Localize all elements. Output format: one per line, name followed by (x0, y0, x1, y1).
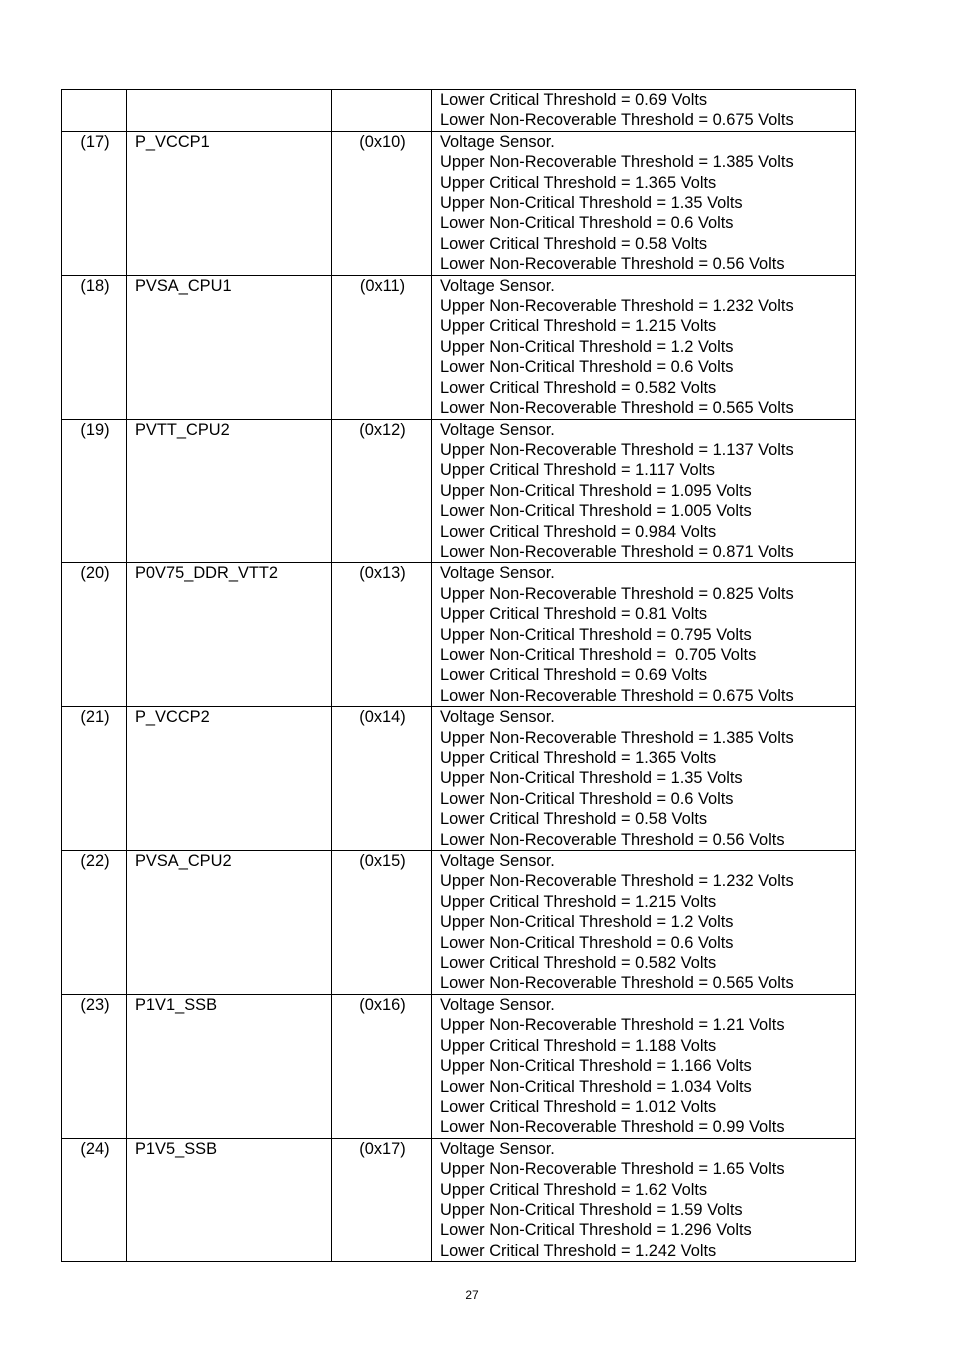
description-line: Lower Non-Recoverable Threshold = 0.56 Volts (440, 255, 785, 274)
description-line: Upper Non-Recoverable Threshold = 1.385 Volts (440, 728, 794, 747)
description-line: Lower Critical Threshold = 1.242 Volts (440, 1241, 717, 1260)
description-line: Lower Non-Critical Threshold = 0.6 Volts (440, 933, 734, 952)
sensor-description (432, 131, 856, 275)
sensor-name: PVTT_CPU2 (127, 419, 332, 563)
table-row (62, 994, 856, 1138)
description-line: Lower Critical Threshold = 0.58 Volts (440, 810, 708, 829)
table-row (62, 851, 856, 995)
sensor-name: P0V75_DDR_VTT2 (127, 563, 332, 707)
sensor-number: (24) (62, 1138, 127, 1261)
sensor-number: (23) (62, 994, 127, 1138)
sensor-number: (21) (62, 707, 127, 851)
description-line: Voltage Sensor. (440, 1139, 555, 1158)
description-line: Lower Non-Recoverable Threshold = 0.56 Volts (440, 830, 785, 849)
sensor-name: P_VCCP1 (127, 131, 332, 275)
description-line: Lower Non-Recoverable Threshold = 0.565 Volts (440, 399, 794, 418)
description-line: Lower Critical Threshold = 1.012 Volts (440, 1097, 717, 1116)
sensor-description (432, 275, 856, 419)
description-line: Upper Non-Critical Threshold = 1.166 Volts (440, 1057, 752, 1076)
sensor-table-body (62, 90, 856, 1262)
description-line: Upper Non-Recoverable Threshold = 1.232 Volts (440, 872, 794, 891)
description-line: Upper Non-Critical Threshold = 1.35 Volts (440, 769, 743, 788)
description-line: Upper Non-Critical Threshold = 0.795 Volts (440, 625, 752, 644)
sensor-number: (20) (62, 563, 127, 707)
sensor-description (432, 90, 856, 132)
description-line: Voltage Sensor. (440, 852, 555, 871)
description-line: Upper Non-Recoverable Threshold = 0.825 Volts (440, 584, 794, 603)
description-line: Upper Non-Critical Threshold = 1.2 Volts (440, 337, 734, 356)
description-line: Lower Non-Critical Threshold = 0.6 Volts (440, 789, 734, 808)
description-line: Upper Non-Recoverable Threshold = 1.137 Volts (440, 440, 794, 459)
description-line: Upper Critical Threshold = 1.188 Volts (440, 1036, 717, 1055)
sensor-name (127, 90, 332, 132)
sensor-id-hex: (0x17) (332, 1138, 432, 1261)
description-line: Lower Critical Threshold = 0.69 Volts (440, 666, 708, 685)
description-line: Lower Non-Critical Threshold = 1.296 Volts (440, 1221, 752, 1240)
description-line: Upper Non-Recoverable Threshold = 1.21 Volts (440, 1016, 785, 1035)
description-line: Upper Non-Critical Threshold = 1.35 Volts (440, 194, 743, 213)
description-line: Lower Non-Critical Threshold = 0.6 Volts (440, 214, 734, 233)
sensor-id-hex: (0x11) (332, 275, 432, 419)
description-line: Upper Critical Threshold = 1.117 Volts (440, 461, 715, 480)
description-line: Upper Critical Threshold = 1.365 Volts (440, 749, 717, 767)
sensor-id-hex: (0x13) (332, 563, 432, 707)
sensor-name: P1V1_SSB (127, 994, 332, 1138)
sensor-id-hex: (0x16) (332, 994, 432, 1138)
sensor-id-hex: (0x15) (332, 851, 432, 995)
sensor-name: PVSA_CPU2 (127, 851, 332, 995)
sensor-number: (22) (62, 851, 127, 995)
table-row (62, 419, 856, 563)
sensor-name: P1V5_SSB (127, 1138, 332, 1261)
sensor-description (432, 707, 856, 851)
description-line: Lower Critical Threshold = 0.69 Volts (440, 91, 708, 109)
page-number: 27 (465, 1288, 479, 1302)
description-line: Voltage Sensor. (440, 276, 555, 295)
description-line: Upper Critical Threshold = 1.62 Volts (440, 1180, 708, 1199)
table-row (62, 90, 856, 132)
description-line: Upper Non-Critical Threshold = 1.59 Volts (440, 1200, 743, 1219)
description-line: Lower Non-Critical Threshold = 1.005 Volts (440, 502, 752, 521)
description-line: Lower Non-Recoverable Threshold = 0.675 Volts (440, 686, 794, 705)
sensor-description (432, 851, 856, 995)
sensor-description (432, 563, 856, 707)
description-line: Upper Non-Recoverable Threshold = 1.65 Volts (440, 1160, 785, 1179)
sensor-number: (19) (62, 419, 127, 563)
description-line: Lower Critical Threshold = 0.582 Volts (440, 378, 717, 397)
sensor-name: P_VCCP2 (127, 707, 332, 851)
description-line: Voltage Sensor. (440, 132, 555, 151)
description-line: Lower Critical Threshold = 0.582 Volts (440, 954, 717, 973)
description-line: Voltage Sensor. (440, 995, 555, 1014)
sensor-description (432, 419, 856, 563)
description-line: Lower Non-Recoverable Threshold = 0.99 Volts (440, 1118, 785, 1137)
description-line: Upper Non-Recoverable Threshold = 1.385 Volts (440, 153, 794, 172)
description-line: Lower Critical Threshold = 0.58 Volts (440, 234, 708, 253)
table-row (62, 563, 856, 707)
description-line: Lower Non-Recoverable Threshold = 0.675 Volts (440, 111, 794, 130)
description-line: Lower Non-Critical Threshold = 0.6 Volts (440, 358, 734, 377)
description-line: Voltage Sensor. (440, 564, 555, 583)
description-line: Lower Non-Recoverable Threshold = 0.871 Volts (440, 542, 794, 561)
sensor-id-hex (332, 90, 432, 132)
description-line: Upper Non-Recoverable Threshold = 1.232 Volts (440, 297, 794, 316)
description-line: Upper Critical Threshold = 1.365 Volts (440, 173, 717, 192)
table-row (62, 707, 856, 851)
description-line: Upper Non-Critical Threshold = 1.2 Volts (440, 913, 734, 932)
sensor-number: (17) (62, 131, 127, 275)
description-line: Upper Critical Threshold = 1.215 Volts (440, 892, 717, 911)
sensor-number (62, 90, 127, 132)
sensor-table (61, 89, 856, 1262)
description-line: Voltage Sensor. (440, 420, 555, 439)
table-row (62, 1138, 856, 1261)
description-line: Upper Critical Threshold = 1.215 Volts (440, 317, 717, 336)
description-line: Upper Critical Threshold = 0.81 Volts (440, 605, 708, 624)
sensor-description (432, 1138, 856, 1261)
sensor-name: PVSA_CPU1 (127, 275, 332, 419)
sensor-id-hex: (0x14) (332, 707, 432, 851)
table-row (62, 275, 856, 419)
sensor-number: (18) (62, 275, 127, 419)
description-line: Lower Critical Threshold = 0.984 Volts (440, 522, 717, 541)
description-line: Lower Non-Critical Threshold = 1.034 Volts (440, 1077, 752, 1096)
sensor-id-hex: (0x12) (332, 419, 432, 563)
table-row (62, 131, 856, 275)
description-line: Lower Non-Recoverable Threshold = 0.565 Volts (440, 974, 794, 993)
description-line: Lower Non-Critical Threshold = 0.705 Volts (440, 645, 757, 664)
sensor-id-hex: (0x10) (332, 131, 432, 275)
description-line: Upper Non-Critical Threshold = 1.095 Volts (440, 481, 752, 500)
description-line: Voltage Sensor. (440, 708, 555, 727)
sensor-description (432, 994, 856, 1138)
